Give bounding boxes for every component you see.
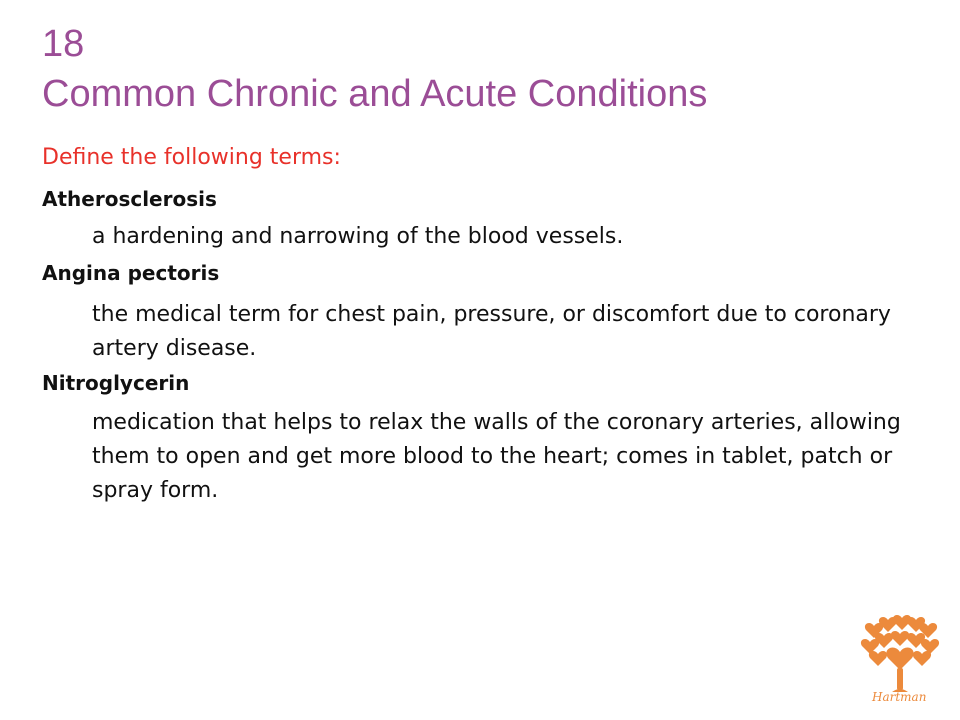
prompt-text: Define the following terms: <box>42 145 341 170</box>
heart-leaf-icon <box>891 631 909 646</box>
logo-wordmark: Hartman <box>872 690 927 704</box>
tree-trunk <box>897 668 903 690</box>
definition-nitroglycerin: medication that helps to relax the walls of the coronary arteries, allowing them to open and get more blood to the heart; comes in tablet, patch or spray form. <box>92 410 901 503</box>
term-nitroglycerin: Nitroglycerin <box>42 371 190 395</box>
heart-leaf-icon <box>913 651 931 666</box>
heart-leaf-icon <box>861 639 879 654</box>
heart-center-icon <box>886 648 913 670</box>
term-atherosclerosis: Atherosclerosis <box>42 187 217 211</box>
heart-leaf-icon <box>869 651 887 666</box>
definition-atherosclerosis: a hardening and narrowing of the blood vessels. <box>92 224 624 249</box>
terms-list <box>42 184 922 508</box>
chapter-number: 18 <box>42 23 85 65</box>
term-angina-pectoris: Angina pectoris <box>42 261 220 285</box>
slide-title: Common Chronic and Acute Conditions <box>42 73 708 115</box>
heart-leaf-icon <box>921 639 939 654</box>
definition-angina-pectoris: the medical term for chest pain, pressure, or discomfort due to coronary artery disease. <box>92 302 891 361</box>
